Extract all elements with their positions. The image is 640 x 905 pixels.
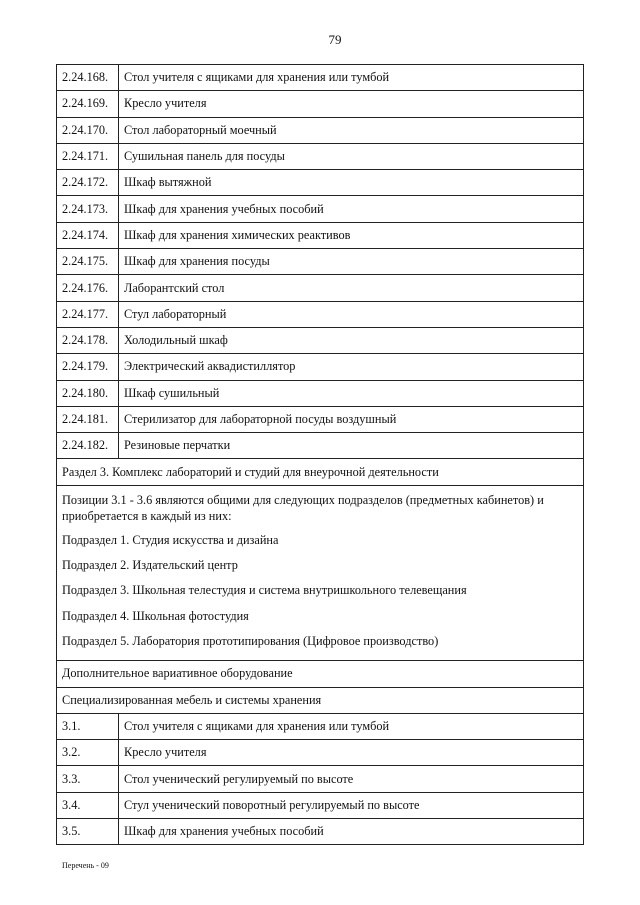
subsection-item: Подраздел 4. Школьная фотостудия	[62, 608, 249, 623]
table-row	[57, 713, 584, 739]
item-name: Стул лабораторный	[119, 301, 584, 327]
item-name: Кресло учителя	[119, 740, 584, 766]
table-row	[57, 327, 584, 353]
item-name: Лаборантский стол	[119, 275, 584, 301]
footer-label: Перечень - 09	[62, 861, 109, 870]
item-number: 2.24.177.	[57, 301, 119, 327]
table-row	[57, 170, 584, 196]
item-name: Стол ученический регулируемый по высоте	[119, 766, 584, 792]
additional-title-row	[57, 661, 584, 687]
item-number: 3.3.	[57, 766, 119, 792]
additional-title-row-text: Дополнительное вариативное оборудование	[57, 661, 584, 687]
item-name: Холодильный шкаф	[119, 327, 584, 353]
item-number: 2.24.173.	[57, 196, 119, 222]
subsection-item: Подраздел 1. Студия искусства и дизайна	[62, 532, 279, 547]
table-row	[57, 354, 584, 380]
item-number: 2.24.170.	[57, 117, 119, 143]
equipment-table	[56, 64, 584, 845]
table-row	[57, 249, 584, 275]
item-number: 2.24.174.	[57, 222, 119, 248]
table-row	[57, 65, 584, 91]
table-row	[57, 196, 584, 222]
item-name: Шкаф вытяжной	[119, 170, 584, 196]
item-name: Стол лабораторный моечный	[119, 117, 584, 143]
section-title-row	[57, 459, 584, 485]
item-number: 2.24.181.	[57, 406, 119, 432]
item-name: Кресло учителя	[119, 91, 584, 117]
item-name: Шкаф для хранения посуды	[119, 249, 584, 275]
item-name: Стол учителя с ящиками для хранения или тумбой	[119, 65, 584, 91]
table-row	[57, 406, 584, 432]
table-row	[57, 766, 584, 792]
item-number: 2.24.178.	[57, 327, 119, 353]
section-title-row-text: Раздел 3. Комплекс лабораторий и студий для внеурочной деятельности	[57, 459, 584, 485]
table-row	[57, 117, 584, 143]
table-row	[57, 819, 584, 845]
item-name: Стол учителя с ящиками для хранения или тумбой	[119, 713, 584, 739]
section-note-row	[57, 485, 584, 660]
item-name: Электрический аквадистиллятор	[119, 354, 584, 380]
item-number: 3.4.	[57, 792, 119, 818]
section-note	[57, 485, 584, 660]
furniture-title-row-text: Специализированная мебель и системы хранения	[57, 687, 584, 713]
table-row	[57, 91, 584, 117]
item-number: 3.5.	[57, 819, 119, 845]
item-name: Стерилизатор для лабораторной посуды воздушный	[119, 406, 584, 432]
page-number: 79	[328, 32, 342, 47]
table-row	[57, 301, 584, 327]
table-row	[57, 792, 584, 818]
item-number: 3.1.	[57, 713, 119, 739]
table-row	[57, 433, 584, 459]
table-row	[57, 222, 584, 248]
item-number: 2.24.179.	[57, 354, 119, 380]
item-name: Шкаф для хранения учебных пособий	[119, 819, 584, 845]
item-name: Шкаф для хранения химических реактивов	[119, 222, 584, 248]
subsection-item: Подраздел 5. Лаборатория прототипирования (Цифровое производство)	[62, 633, 439, 648]
table-row	[57, 380, 584, 406]
item-name: Шкаф для хранения учебных пособий	[119, 196, 584, 222]
item-number: 2.24.175.	[57, 249, 119, 275]
item-name: Резиновые перчатки	[119, 433, 584, 459]
table-row	[57, 143, 584, 169]
item-number: 2.24.182.	[57, 433, 119, 459]
furniture-title-row	[57, 687, 584, 713]
table-row	[57, 275, 584, 301]
item-name: Сушильная панель для посуды	[119, 143, 584, 169]
subsection-item: Подраздел 2. Издательский центр	[62, 558, 238, 573]
item-number: 2.24.168.	[57, 65, 119, 91]
item-number: 2.24.176.	[57, 275, 119, 301]
item-name: Шкаф сушильный	[119, 380, 584, 406]
item-number: 2.24.180.	[57, 380, 119, 406]
item-number: 2.24.171.	[57, 143, 119, 169]
subsection-item: Подраздел 3. Школьная телестудия и система внутришкольного телевещания	[62, 583, 467, 598]
note-text: Позиции 3.1 - 3.6 являются общими для следующих подразделов (предметных кабинетов) и приобретается в каждый из них:	[62, 492, 544, 523]
item-number: 2.24.172.	[57, 170, 119, 196]
table-row	[57, 740, 584, 766]
item-number: 2.24.169.	[57, 91, 119, 117]
item-name: Стул ученический поворотный регулируемый по высоте	[119, 792, 584, 818]
item-number: 3.2.	[57, 740, 119, 766]
